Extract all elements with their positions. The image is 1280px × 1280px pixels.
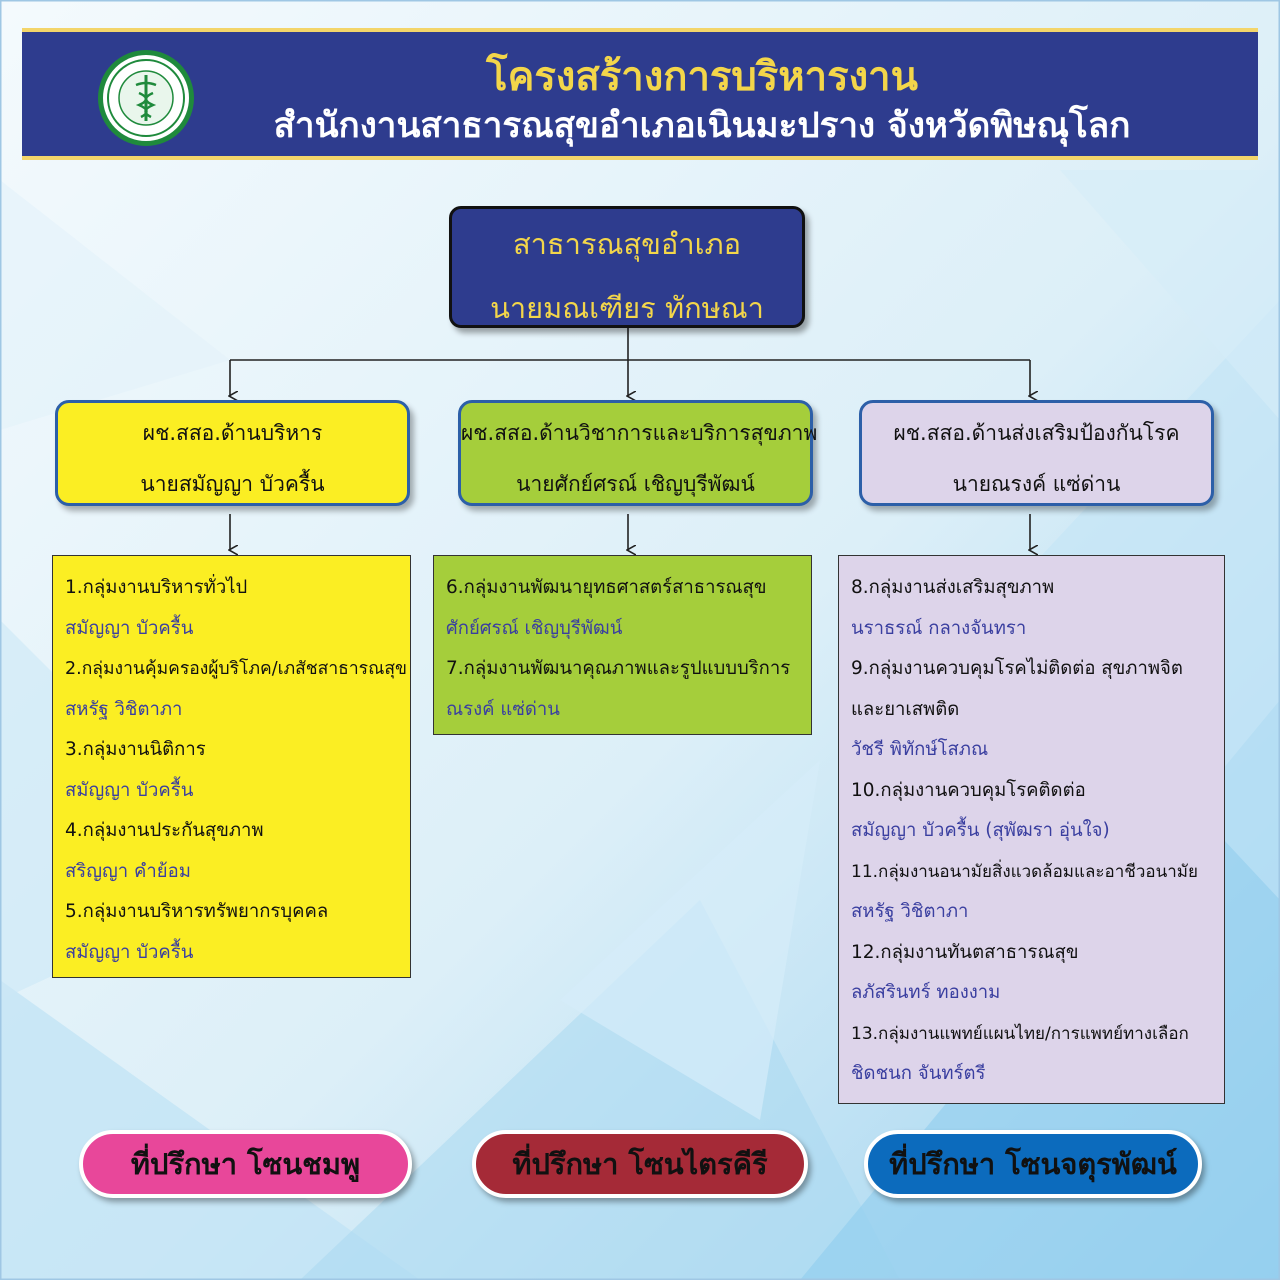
group-list-prevention: [838, 555, 1225, 1104]
advisor-badge-chomphu: ที่ปรึกษา โซนชมพู: [79, 1130, 412, 1198]
department-head-name: นายศักย์ศรณ์ เชิญบุรีพัฒน์: [516, 472, 755, 496]
department-box-academic: [458, 400, 818, 506]
group-title: 1.กลุ่มงานบริหารทั่วไป: [65, 577, 248, 598]
page-title: โครงสร้างการบริหารงาน: [486, 54, 918, 100]
department-position: ผช.สสอ.ด้านส่งเสริมป้องกันโรค: [893, 421, 1180, 445]
group-person: สริญญา คำย้อม: [65, 860, 191, 882]
group-title-continued: และยาเสพติด: [851, 698, 960, 720]
group-title: 8.กลุ่มงานส่งเสริมสุขภาพ: [851, 577, 1055, 598]
group-title: 5.กลุ่มงานบริหารทรัพยากรบุคคล: [65, 901, 329, 922]
department-box-admin: [55, 400, 410, 506]
department-head-name: นายณรงค์ แซ่ด่าน: [952, 472, 1121, 496]
group-person: สมัญญา บัวครื้น (สุพัฒรา อุ่นใจ): [851, 820, 1110, 841]
department-head-name: นายสมัญญา บัวครื้น: [140, 472, 325, 496]
group-title: 2.กลุ่มงานคุ้มครองผู้บริโภค/เภสัชสาธารณสุข: [65, 659, 407, 679]
group-person: สมัญญา บัวครื้น: [65, 617, 194, 639]
group-person: วัชรี พิทักษ์โสภณ: [851, 739, 989, 760]
group-title: 13.กลุ่มงานแพทย์แผนไทย/การแพทย์ทางเลือก: [851, 1023, 1189, 1044]
page-subtitle: สำนักงานสาธารณสุขอำเภอเนินมะปราง จังหวัดพิษณุโลก: [273, 106, 1131, 146]
group-title: 12.กลุ่มงานทันตสาธารณสุข: [851, 941, 1079, 963]
group-title: 9.กลุ่มงานควบคุมโรคไม่ติดต่อ สุขภาพจิต: [851, 658, 1183, 679]
group-person: ลภัสรินทร์ ทองงาม: [851, 982, 1001, 1003]
group-person: สหรัฐ วิชิตาภา: [851, 901, 969, 922]
group-title: 7.กลุ่มงานพัฒนาคุณภาพและรูปแบบบริการ: [446, 658, 791, 679]
group-title: 3.กลุ่มงานนิติการ: [65, 739, 206, 760]
head-office-box: [449, 206, 805, 328]
group-list-admin: [52, 555, 411, 978]
group-person: สมัญญา บัวครื้น: [65, 779, 194, 801]
department-position: ผช.สสอ.ด้านวิชาการและบริการสุขภาพ: [461, 421, 818, 445]
advisor-badge-traikhiri: ที่ปรึกษา โซนไตรคีรี: [472, 1130, 808, 1198]
head-office-position: สาธารณสุขอำเภอ: [512, 227, 742, 261]
group-title: 11.กลุ่มงานอนามัยสิ่งแวดล้อมและอาชีวอนามัย: [851, 861, 1198, 882]
advisor-badge-chaturaphat: ที่ปรึกษา โซนจตุรพัฒน์: [864, 1130, 1202, 1198]
group-person: ชิดชนก จันทร์ตรี: [851, 1063, 986, 1084]
group-title: 6.กลุ่มงานพัฒนายุทธศาสตร์สาธารณสุข: [446, 577, 767, 598]
group-person: สมัญญา บัวครื้น: [65, 941, 194, 963]
group-person: นราธรณ์ กลางจันทรา: [851, 617, 1027, 639]
group-person: ศักย์ศรณ์ เชิญบุรีพัฒน์: [446, 617, 623, 639]
group-title: 4.กลุ่มงานประกันสุขภาพ: [65, 820, 264, 841]
department-position: ผช.สสอ.ด้านบริหาร: [142, 421, 323, 445]
group-title: 10.กลุ่มงานควบคุมโรคติดต่อ: [851, 779, 1086, 801]
group-person: สหรัฐ วิชิตาภา: [65, 698, 183, 720]
group-list-academic: [433, 555, 812, 735]
head-office-name: นายมณเฑียร ทักษณา: [490, 291, 764, 325]
department-box-prevention: [859, 400, 1214, 506]
group-person: ณรงค์ แซ่ด่าน: [446, 698, 560, 720]
